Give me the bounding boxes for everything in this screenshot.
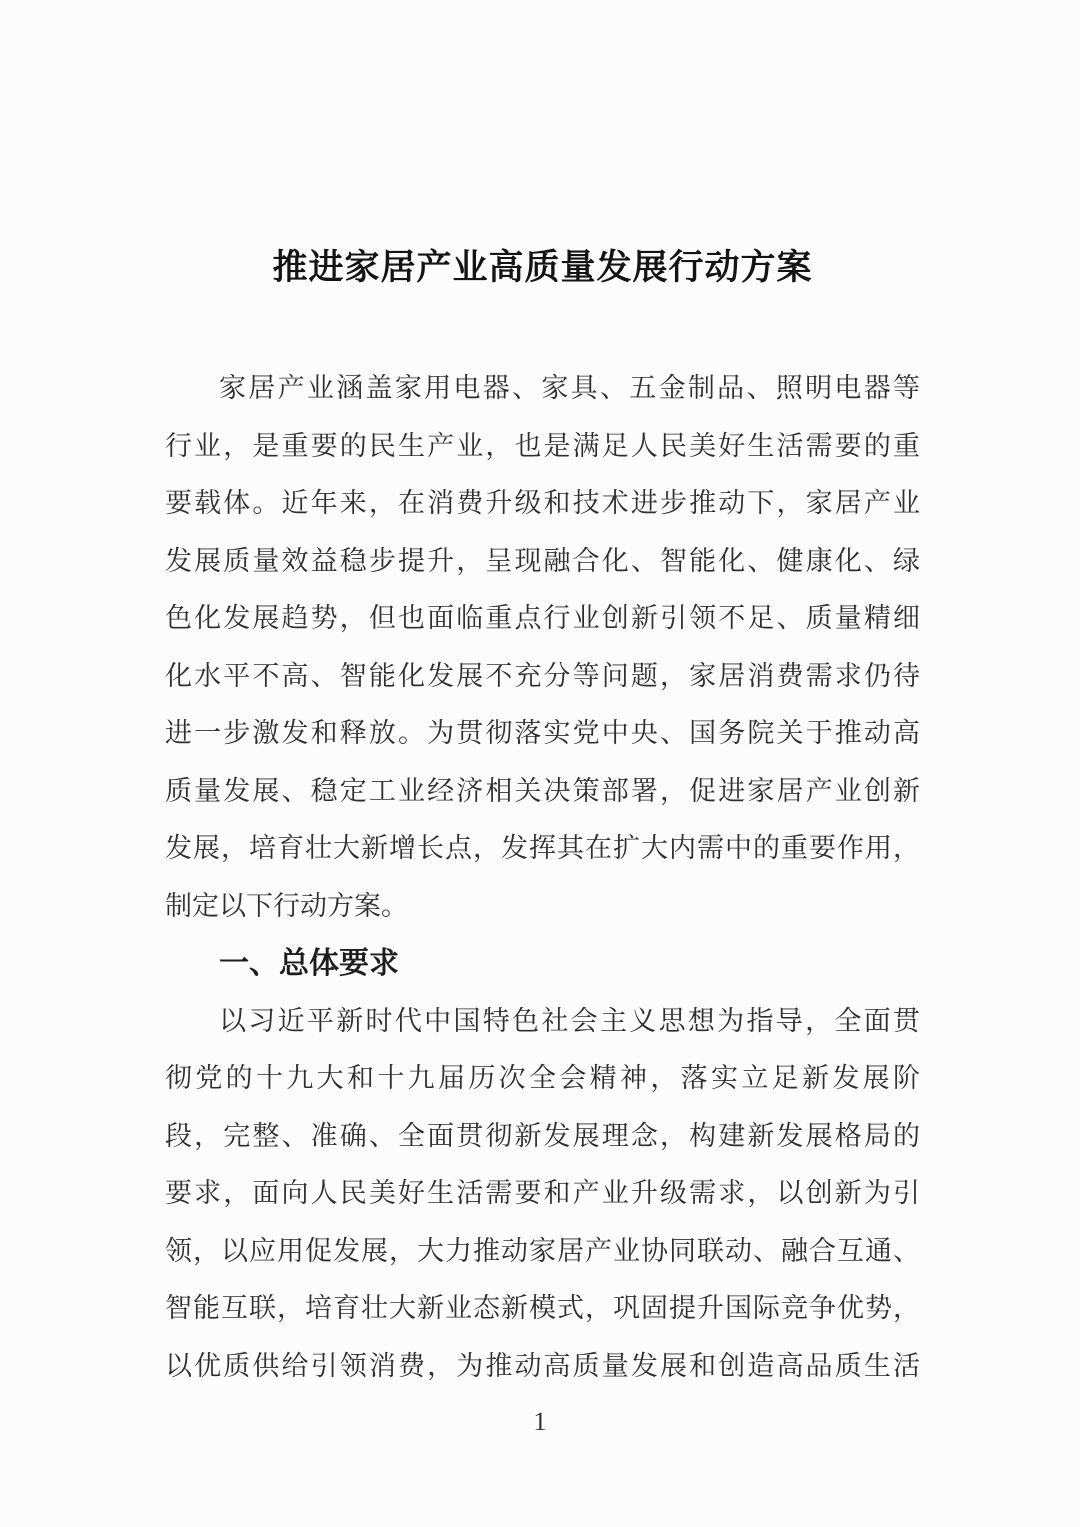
- text-line: 进一步激发和释放。为贯彻落实党中央、国务院关于推动高: [165, 718, 920, 748]
- text-line: 段，完整、准确、全面贯彻新发展理念，构建新发展格局的: [165, 1120, 920, 1151]
- text-line: 行业，是重要的民生产业，也是满足人民美好生活需要的重: [165, 430, 920, 461]
- paragraph-general-requirements: [165, 993, 920, 1396]
- text-line: 质量发展、稳定工业经济相关决策部署，促进家居产业创新: [165, 775, 920, 806]
- paragraph-intro: [165, 360, 920, 935]
- text-line: 化水平不高、智能化发展不充分等问题，家居消费需求仍待: [165, 660, 920, 691]
- text-line: 发展质量效益稳步提升，呈现融合化、智能化、健康化、绿: [165, 545, 920, 576]
- document-body: [165, 360, 920, 1395]
- document-title: 推进家居产业高质量发展行动方案: [272, 248, 813, 287]
- text-line: 色化发展趋势，但也面临重点行业创新引领不足、质量精细: [165, 603, 920, 633]
- text-line: 发展，培育壮大新增长点，发挥其在扩大内需中的重要作用，: [165, 833, 920, 863]
- text-line: 制定以下行动方案。: [165, 890, 408, 921]
- text-line: 家居产业涵盖家用电器、家具、五金制品、照明电器等: [219, 373, 920, 403]
- text-line: 彻党的十九大和十九届历次全会精神，落实立足新发展阶: [165, 1063, 920, 1093]
- text-line: 要载体。近年来，在消费升级和技术进步推动下，家居产业: [165, 488, 920, 518]
- text-line: 以习近平新时代中国特色社会主义思想为指导，全面贯: [219, 1005, 920, 1036]
- section-heading-1: 一、总体要求: [219, 947, 399, 980]
- text-line: 领，以应用促发展，大力推动家居产业协同联动、融合互通、: [165, 1235, 920, 1266]
- text-line: 以优质供给引领消费，为推动高质量发展和创造高品质生活: [165, 1350, 920, 1381]
- page-number: 1: [533, 1407, 547, 1436]
- text-line: 要求，面向人民美好生活需要和产业升级需求，以创新为引: [165, 1178, 920, 1208]
- text-line: 智能互联，培育壮大新业态新模式，巩固提升国际竞争优势，: [165, 1293, 920, 1323]
